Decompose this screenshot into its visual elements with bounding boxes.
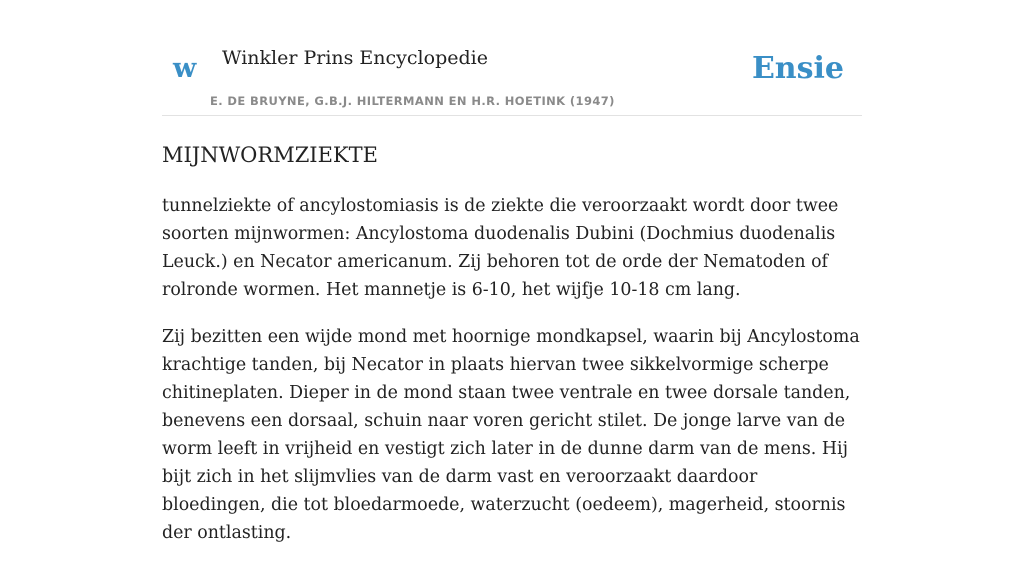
article-paragraph: Zij bezitten een wijde mond met hoornige mondkapsel, waarin bij Ancylostoma krachtige tanden, bij Necator in plaats hiervan twee sikkelvormige scherpe chitineplaten. Dieper in de mond staan twee ventrale en twee dorsale tanden, benevens een dorsaal, schuin naar voren gericht stilet. De jonge larve van de worm leeft in vrijheid en vestigt zich later in de dunne darm van de mens. Hij bijt zich in het slijmvlies van de darm vast en veroorzaakt daardoor bloedingen, die tot bloedarmoede, waterzucht (oedeem), magerheid, stoornis der ontlasting. (162, 327, 860, 543)
article-paragraph: tunnelziekte of ancylostomiasis is de ziekte die veroorzaakt wordt door twee soorten mijnwormen: Ancylostoma duodenalis Dubini (Dochmius duodenalis Leuck.) en Necator americanum. Zij behoren tot de orde der Nematoden of rolronde wormen. Het mannetje is 6-10, het wijfje 10-18 cm lang. (162, 196, 839, 300)
ensie-logo-link[interactable]: Ensie (751, 51, 844, 86)
authors-line: E. DE BRUYNE, G.B.J. HILTERMANN EN H.R. HOETINK (1947) (210, 94, 615, 108)
winkler-prins-logo[interactable]: w (173, 53, 197, 84)
entry-title: MIJNWORMZIEKTE (162, 143, 378, 167)
article-body (162, 192, 864, 566)
encyclopedia-header (162, 38, 862, 116)
encyclopedia-title-link[interactable]: Winkler Prins Encyclopedie (222, 47, 488, 69)
